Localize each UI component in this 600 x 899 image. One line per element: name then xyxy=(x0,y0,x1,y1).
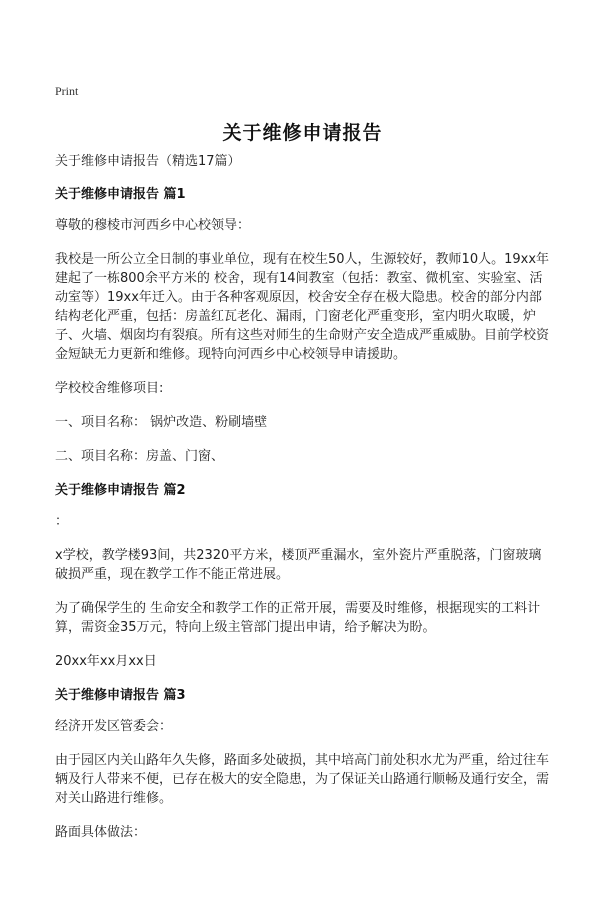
document-subtitle: 关于维修申请报告（精选17篇） xyxy=(55,154,241,169)
body-paragraph: 学校校舍维修项目: xyxy=(55,381,164,396)
salutation-1: 尊敬的穆棱市河西乡中心校领导： xyxy=(55,218,251,233)
section-heading-1: 关于维修申请报告 篇1 xyxy=(55,187,186,202)
print-label[interactable]: Print xyxy=(55,84,79,98)
document-body xyxy=(55,152,550,857)
body-paragraph: x学校，教学楼93间，共2320平方米，楼顶严重漏水，室外瓷片严重脱落，门窗玻璃破损严重，现在教学工作不能正常进展。 xyxy=(55,548,542,582)
salutation-3: 经济开发区管委会： xyxy=(55,719,173,734)
salutation-2: ： xyxy=(55,514,69,529)
body-paragraph: 路面具体做法： xyxy=(55,825,147,840)
section-heading-3: 关于维修申请报告 篇3 xyxy=(55,688,186,703)
page-title: 关于维修申请报告 xyxy=(222,122,383,144)
body-paragraph: 我校是一所公立全日制的事业单位，现有在校生50人，生源较好，教师10人。19xx年建起了一栋800余平方米的 校舍，现有14间教室（包括：教室、微机室、实验室、活动室等）19xx年迁入。由于各种客观原因，校舍安全存在极大隐患。校舍的部分内部结构老化严重，包括：房盖红瓦老化、漏雨，门窗老化严重变形，室内明火取暖，炉子、火墙、烟囱均有裂痕。所有这些对师生的生命财产安全造成严重威胁。目前学校资金短缺无力更新和维修。现特向河西乡中心校领导申请援助。 xyxy=(55,252,550,362)
date-line: 20xx年xx月xx日 xyxy=(55,654,157,669)
section-heading-2: 关于维修申请报告 篇2 xyxy=(55,483,186,498)
body-paragraph: 由于园区内关山路年久失修，路面多处破损，其中培高门前处积水尤为严重，给过往车辆及行人带来不便，已存在极大的安全隐患，为了保证关山路通行顺畅及通行安全，需对关山路进行维修。 xyxy=(55,753,550,806)
body-paragraph: 为了确保学生的 生命安全和教学工作的正常开展，需要及时维修，根据现实的工料计算，需资金35万元，特向上级主管部门提出申请，给予解决为盼。 xyxy=(55,601,541,635)
project-item-2: 二、项目名称：房盖、门窗、 xyxy=(55,449,225,464)
project-item-1: 一、项目名称： 锅炉改造、粉刷墙壁 xyxy=(55,415,268,430)
